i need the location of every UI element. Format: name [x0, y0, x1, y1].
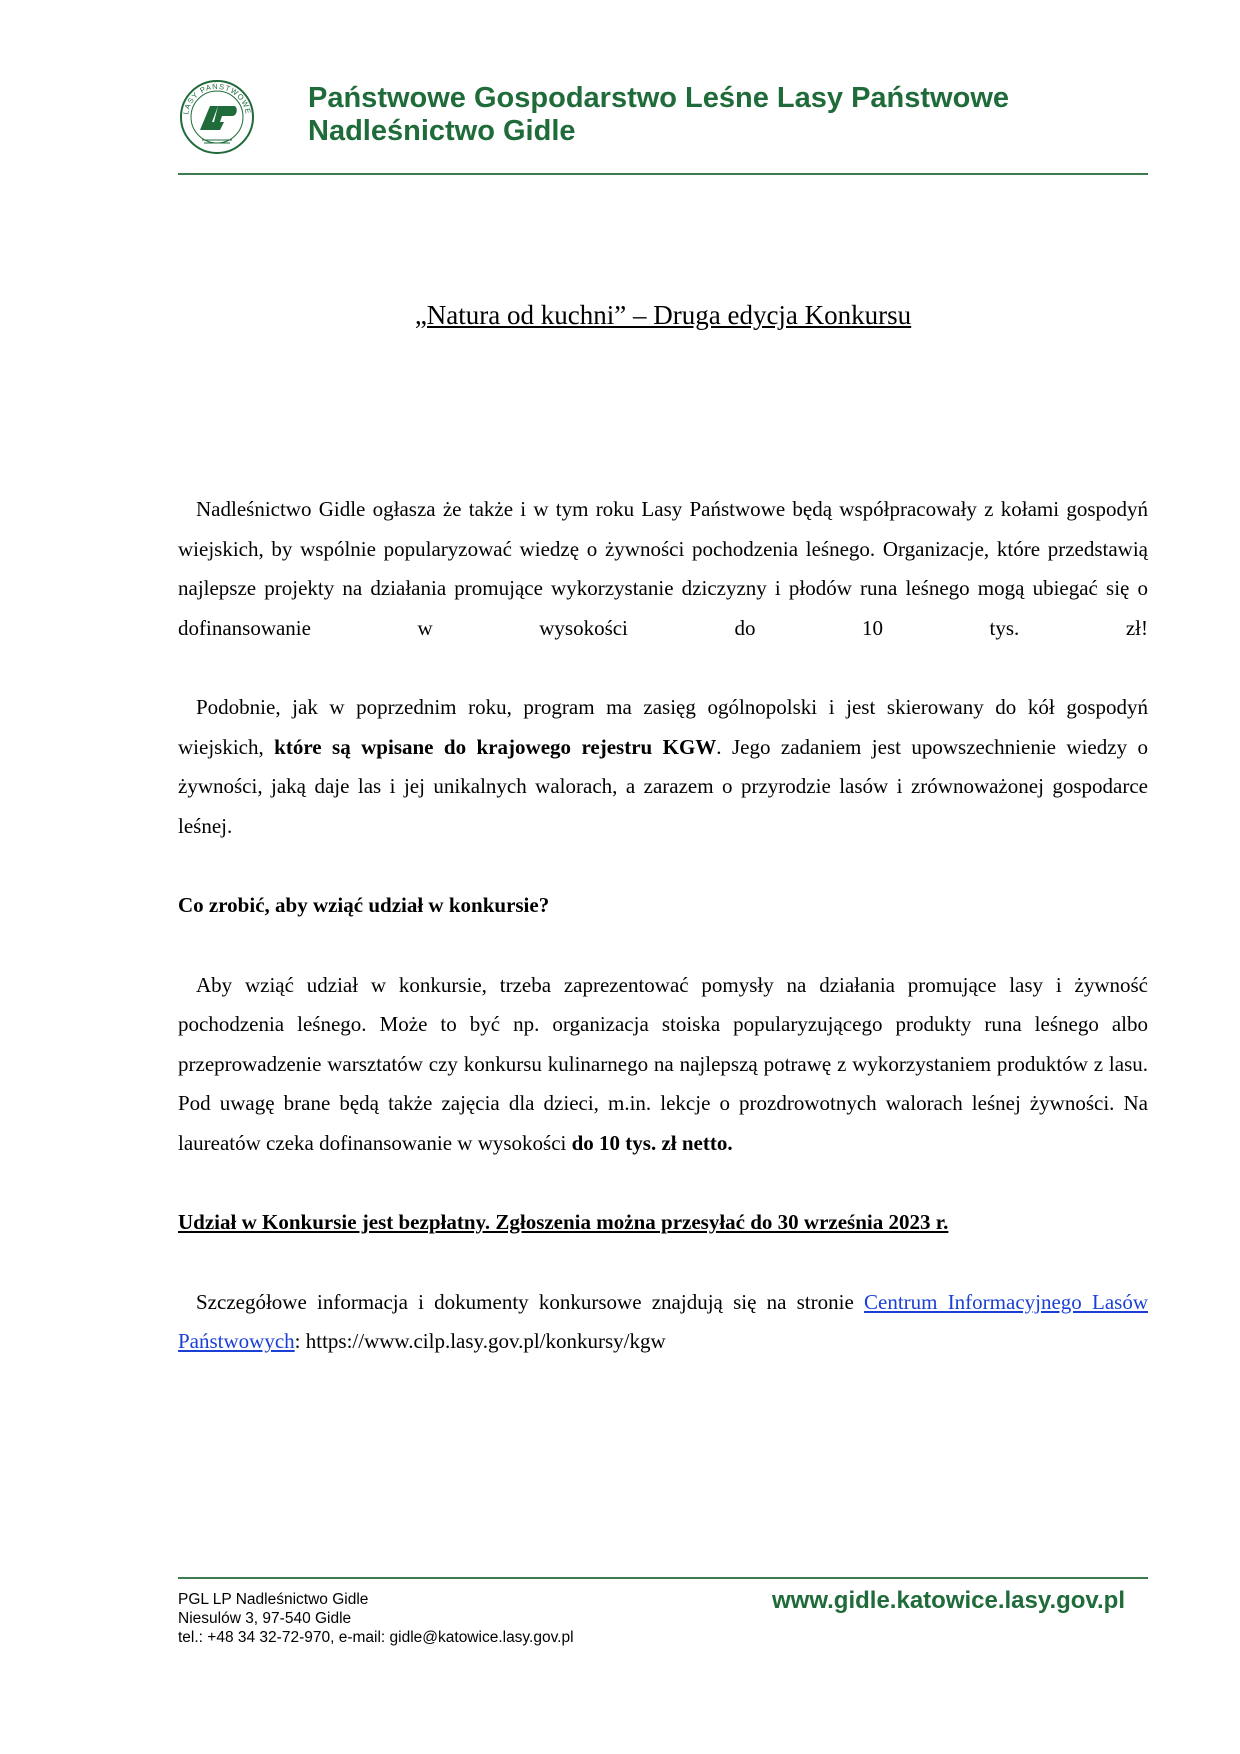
logo-ring-text: LASY PAŃSTWOWE [181, 81, 253, 116]
footer-divider [178, 1577, 1148, 1579]
page-title: „Natura od kuchni” – Druga edycja Konkursu [414, 300, 912, 330]
paragraph-details-text-1: Szczegółowe informacja i dokumenty konkursowe znajdują się na stronie [196, 1289, 864, 1314]
paragraph-program-text-1: Podobnie, jak w poprzednim roku, program ma zasięg ogólnopolski i jest skierowany do kół gospodyń wiejskich, [178, 695, 1148, 759]
paragraph-details [178, 1283, 1148, 1362]
paragraph-details-text-2: : https://www.cilp.lasy.gov.pl/konkursy/kgw [294, 1329, 666, 1353]
footer-website: www.gidle.katowice.lasy.gov.pl [772, 1587, 1125, 1614]
footer-line-2: Niesulów 3, 97-540 Gidle [178, 1610, 352, 1627]
paragraph-program-bold: które są wpisane do krajowego rejestru KGW [274, 734, 717, 759]
letterhead [178, 78, 1148, 178]
org-name-line2: Nadleśnictwo Gidle [308, 115, 576, 147]
paragraph-program [178, 688, 1148, 846]
footer-address [178, 1590, 574, 1647]
header-divider [178, 173, 1148, 175]
deadline-notice: Udział w Konkursie jest bezpłatny. Zgłoszenia można przesyłać do 30 września 2023 r. [178, 1210, 949, 1234]
paragraph-participation-bold: do 10 tys. zł netto. [571, 1130, 733, 1155]
paragraph-program-text-2: . Jego zadaniem jest upowszechnienie wiedzy o żywności, jaką daje las i jej unikalnych walorach, a zarazem o przyrodzie lasów i zrównoważonej gospodarce leśnej. [178, 734, 1148, 838]
section-heading: Co zrobić, aby wziąć udział w konkursie? [178, 893, 550, 917]
paragraph-participation-text: Aby wziąć udział w konkursie, trzeba zaprezentować pomysły na działania promujące lasy i żywność pochodzenia leśnego. Może to być np. organizacja stoiska popularyzującego produkty runa leśnego albo przeprowadzenie warsztatów czy konkursu kulinarnego na najlepszą potrawę z wykorzystaniem produktów z lasu. Pod uwagę brane będą także zajęcia dla dzieci, m.in. lekcje o prozdrowotnych walorach leśnej żywności. Na laureatów czeka dofinansowanie w wysokości [178, 972, 1148, 1155]
cilp-link[interactable]: Centrum Informacyjnego Lasów Państwowych [178, 1289, 1148, 1353]
document-body [178, 490, 1148, 1362]
lasy-panstwowe-logo-icon [178, 78, 256, 156]
paragraph-intro: Nadleśnictwo Gidle ogłasza że także i w tym roku Lasy Państwowe będą współpracowały z kołami gospodyń wiejskich, by wspólnie popularyzować wiedzę o żywności pochodzenia leśnego. Organizacje, które przedstawią najlepsze projekty na działania promujące wykorzystanie dziczyzny i płodów runa leśnego mogą ubiegać się o dofinansowanie w wysokości do 10 tys. zł! [178, 497, 1148, 640]
organization-name [308, 82, 1009, 148]
paragraph-participation [178, 966, 1148, 1164]
org-name-line1: Państwowe Gospodarstwo Leśne Lasy Państwowe [308, 82, 1010, 114]
footer-line-3: tel.: +48 34 32-72-970, e-mail: gidle@katowice.lasy.gov.pl [178, 1629, 574, 1646]
footer-line-1: PGL LP Nadleśnictwo Gidle [178, 1591, 369, 1608]
